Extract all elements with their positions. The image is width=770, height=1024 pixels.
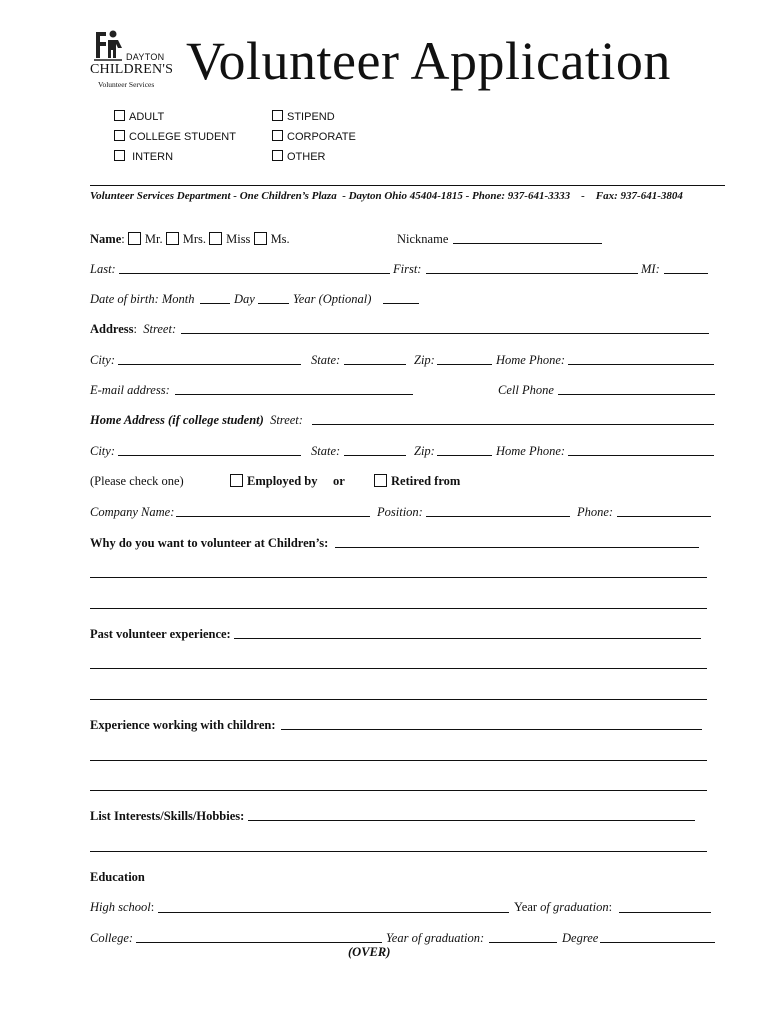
past-experience-line-3[interactable] xyxy=(90,699,707,700)
home-city-field[interactable] xyxy=(118,455,301,456)
checkbox-corporate[interactable] xyxy=(272,130,283,141)
degree-field[interactable] xyxy=(600,942,715,943)
street-field[interactable] xyxy=(181,333,709,334)
checkbox-mr[interactable] xyxy=(128,232,141,245)
why-volunteer-label: Why do you want to volunteer at Children’s: xyxy=(90,536,329,550)
experience-children-line-2[interactable] xyxy=(90,760,707,761)
dob-year-field[interactable] xyxy=(383,303,419,304)
home-home-phone-label: Home Phone: xyxy=(496,444,566,458)
name-row: Name: Mr. Mrs. Miss Ms. xyxy=(90,232,290,246)
category-college-student[interactable]: COLLEGE STUDENT xyxy=(114,130,236,143)
category-adult[interactable]: ADULT xyxy=(114,110,164,123)
home-home-phone-field[interactable] xyxy=(568,455,714,456)
last-name-field[interactable] xyxy=(119,273,390,274)
high-school-field[interactable] xyxy=(158,912,509,913)
checkbox-mrs[interactable] xyxy=(166,232,179,245)
dob-day-label: Day xyxy=(234,292,255,306)
college-field[interactable] xyxy=(136,942,382,943)
zip-label: Zip: xyxy=(414,353,435,367)
dob-day-field[interactable] xyxy=(258,303,289,304)
experience-children-field[interactable] xyxy=(281,729,702,730)
checkbox-ms[interactable] xyxy=(254,232,267,245)
home-address-row xyxy=(90,413,303,428)
college-label: College: xyxy=(90,931,134,945)
page-title: Volunteer Application xyxy=(186,31,671,91)
degree-label: Degree xyxy=(562,931,599,945)
home-state-field[interactable] xyxy=(344,455,406,456)
checkbox-retired-from[interactable] xyxy=(374,474,387,487)
over-note: (OVER) xyxy=(348,945,391,959)
or-label: or xyxy=(333,474,345,488)
state-label: State: xyxy=(311,353,341,367)
past-experience-line-2[interactable] xyxy=(90,668,707,669)
category-stipend[interactable]: STIPEND xyxy=(272,110,335,123)
why-volunteer-field[interactable] xyxy=(335,547,699,548)
home-state-label: State: xyxy=(311,444,341,458)
home-zip-label: Zip: xyxy=(414,444,435,458)
category-other[interactable]: OTHER xyxy=(272,150,326,163)
cell-phone-field[interactable] xyxy=(558,394,715,395)
company-name-label: Company Name: xyxy=(90,505,175,519)
past-experience-label: Past volunteer experience: xyxy=(90,627,231,641)
education-heading: Education xyxy=(90,870,145,884)
first-name-field[interactable] xyxy=(426,273,638,274)
past-experience-field[interactable] xyxy=(234,638,701,639)
home-phone-field[interactable] xyxy=(568,364,714,365)
state-field[interactable] xyxy=(344,364,406,365)
dob-year-label: Year (Optional) xyxy=(293,292,372,306)
checkbox-intern[interactable] xyxy=(114,150,125,161)
why-volunteer-line-3[interactable] xyxy=(90,608,707,609)
nickname-field[interactable] xyxy=(453,243,602,244)
interests-line-2[interactable] xyxy=(90,851,707,852)
hs-year-label: Year xyxy=(514,900,538,914)
college-graduation-field[interactable] xyxy=(489,942,557,943)
logo-figures-icon xyxy=(90,28,126,64)
experience-children-label: Experience working with children: xyxy=(90,718,276,732)
please-check-label: (Please check one) xyxy=(90,474,184,488)
hs-graduation-field[interactable] xyxy=(619,912,711,913)
retired-from-option[interactable]: Retired from xyxy=(374,474,460,489)
zip-field[interactable] xyxy=(437,364,492,365)
nickname-label: Nickname xyxy=(397,232,449,246)
position-field[interactable] xyxy=(426,516,570,517)
high-school-row: High school: xyxy=(90,900,155,914)
high-school-label: High school xyxy=(90,900,151,914)
home-zip-field[interactable] xyxy=(437,455,492,456)
interests-field[interactable] xyxy=(248,820,695,821)
home-address-label: Home Address (if college student) xyxy=(90,413,264,427)
home-street-label: Street: xyxy=(270,413,303,427)
last-label: Last: xyxy=(90,262,116,276)
phone-label: Phone: xyxy=(577,505,614,519)
home-city-label: City: xyxy=(90,444,115,458)
cell-phone-label: Cell Phone xyxy=(498,383,554,397)
address-label: Address xyxy=(90,322,134,336)
interests-label: List Interests/Skills/Hobbies: xyxy=(90,809,245,823)
dob-month-label: Date of birth: Month xyxy=(90,292,195,306)
logo-childrens: CHILDREN'S xyxy=(90,62,174,77)
college-graduation-label: Year of graduation: xyxy=(386,931,485,945)
checkbox-employed-by[interactable] xyxy=(230,474,243,487)
first-label: First: xyxy=(393,262,422,276)
company-name-field[interactable] xyxy=(176,516,370,517)
category-corporate[interactable]: CORPORATE xyxy=(272,130,356,143)
city-field[interactable] xyxy=(118,364,301,365)
header-divider xyxy=(90,185,725,186)
street-label: Street: xyxy=(143,322,177,336)
company-phone-field[interactable] xyxy=(617,516,711,517)
email-label: E-mail address: xyxy=(90,383,170,397)
logo xyxy=(88,28,172,94)
position-label: Position: xyxy=(377,505,423,519)
name-label: Name xyxy=(90,232,122,246)
home-phone-label: Home Phone: xyxy=(496,353,566,367)
employed-by-option[interactable]: Employed by xyxy=(230,474,318,489)
dob-month-field[interactable] xyxy=(200,303,230,304)
hs-graduation-row: Year of graduation: xyxy=(514,900,613,914)
category-intern[interactable]: INTERN xyxy=(114,150,173,163)
checkbox-adult[interactable] xyxy=(114,110,125,121)
hs-graduation-label: of graduation xyxy=(540,900,609,914)
checkbox-college-student[interactable] xyxy=(114,130,125,141)
home-street-field[interactable] xyxy=(312,424,714,425)
department-line: Volunteer Services Department - One Children’s Plaza - Dayton Ohio 45404-1815 - Phone: 937-641-3333 - Fax: 937-641-3804 xyxy=(90,190,683,202)
mi-label: MI: xyxy=(641,262,660,276)
experience-children-line-3[interactable] xyxy=(90,790,707,791)
address-row: Address: Street: xyxy=(90,322,177,336)
logo-dayton: DAYTON xyxy=(126,52,165,62)
checkbox-stipend[interactable] xyxy=(272,110,283,121)
checkbox-miss[interactable] xyxy=(209,232,222,245)
checkbox-other[interactable] xyxy=(272,150,283,161)
mi-field[interactable] xyxy=(664,273,708,274)
city-label: City: xyxy=(90,353,115,367)
logo-volunteer-services: Volunteer Services xyxy=(98,80,155,89)
email-field[interactable] xyxy=(175,394,413,395)
why-volunteer-line-2[interactable] xyxy=(90,577,707,578)
